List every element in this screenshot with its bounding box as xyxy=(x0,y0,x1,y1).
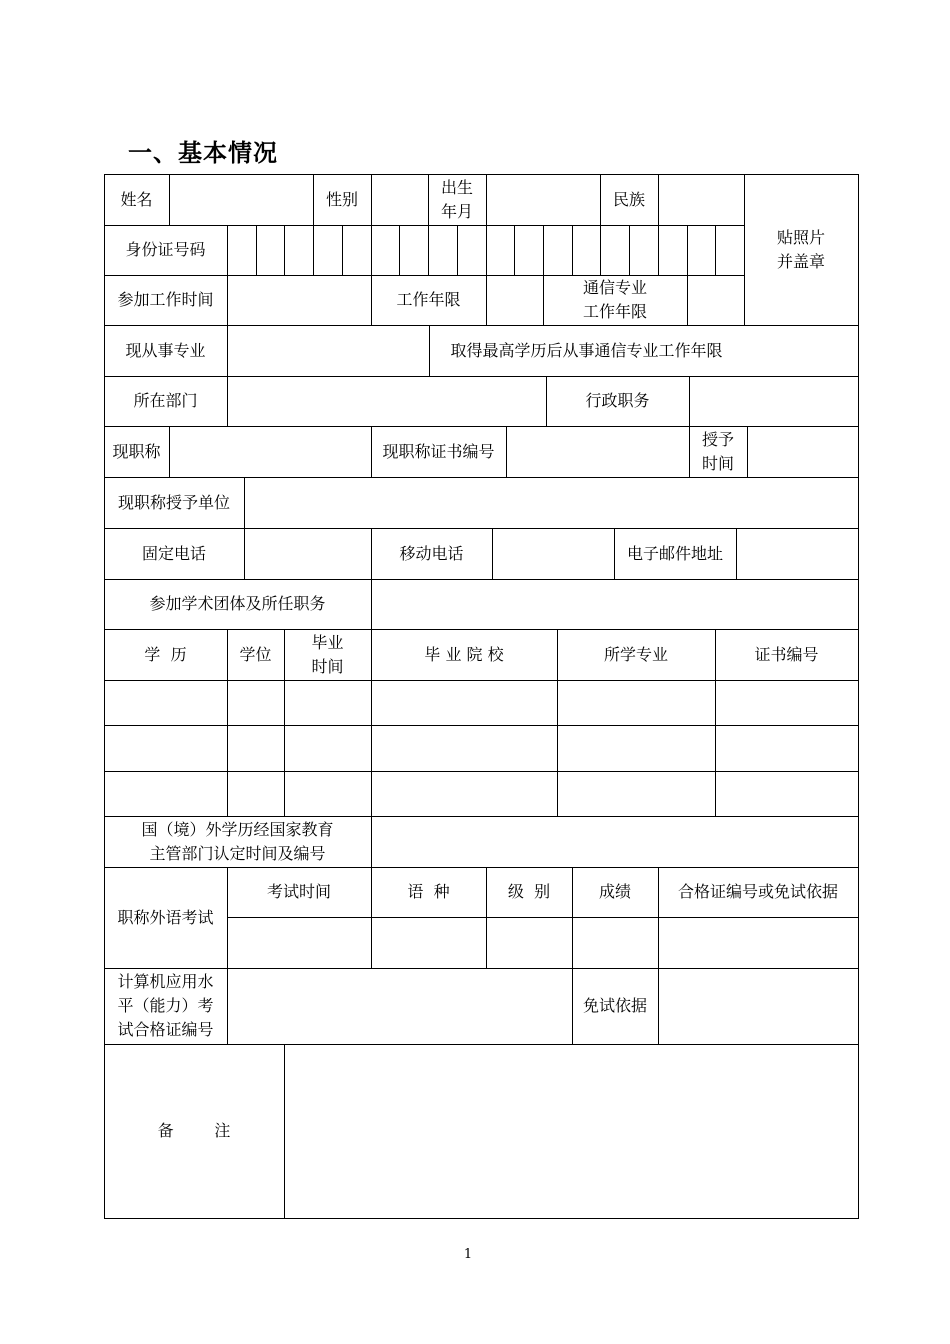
label-mobile: 移动电话 xyxy=(399,543,464,563)
label-cert-number: 现职称证书编号 xyxy=(382,441,495,461)
header-certificate-or-exemption: 合格证编号或免试依据 xyxy=(677,882,838,901)
label-department: 所在部门 xyxy=(133,391,198,410)
label-id-number: 身份证号码 xyxy=(125,240,206,259)
header-degree: 学位 xyxy=(239,644,272,664)
label-gender: 性别 xyxy=(325,189,358,209)
label-title: 现职称 xyxy=(112,441,161,461)
header-score: 成绩 xyxy=(598,882,631,901)
label-name: 姓名 xyxy=(120,189,153,209)
header-language: 语 种 xyxy=(407,882,450,901)
label-remarks: 备 注 xyxy=(157,1121,231,1140)
label-telecom-years: 通信专业 工作年限 xyxy=(582,278,647,321)
header-certificate-number: 证书编号 xyxy=(754,644,819,664)
label-work-start: 参加工作时间 xyxy=(117,290,214,309)
label-academic-groups: 参加学术团体及所任职务 xyxy=(149,594,326,613)
label-work-years: 工作年限 xyxy=(396,290,461,309)
header-exam-time: 考试时间 xyxy=(266,882,331,901)
label-admin-post: 行政职务 xyxy=(585,391,650,410)
header-school: 毕 业 院 校 xyxy=(424,644,504,664)
page-number: 1 xyxy=(463,1247,473,1262)
photo-placeholder: 贴照片 并盖章 xyxy=(776,228,825,271)
label-years-after-degree: 取得最高学历后从事通信专业工作年限 xyxy=(450,340,723,360)
label-grant-time: 授予 时间 xyxy=(701,429,734,473)
label-birth-date: 出生 年月 xyxy=(440,177,473,221)
header-level: 级 别 xyxy=(507,882,551,901)
header-education: 学 历 xyxy=(144,644,187,664)
label-landline: 固定电话 xyxy=(141,543,206,563)
header-major: 所学专业 xyxy=(603,644,668,664)
label-foreign-degree: 国（境）外学历经国家教育 主管部门认定时间及编号 xyxy=(141,819,334,863)
label-current-major: 现从事专业 xyxy=(125,340,206,360)
section-title: 一、基本情况 xyxy=(128,139,278,167)
label-language-exam: 职称外语考试 xyxy=(117,907,214,927)
header-graduation-time: 毕业 时间 xyxy=(311,632,344,676)
label-exemption-basis: 免试依据 xyxy=(582,996,647,1015)
label-computer-exam: 计算机应用水 平（能力）考 试合格证编号 xyxy=(117,972,214,1039)
label-email: 电子邮件地址 xyxy=(626,543,723,563)
label-grant-unit: 现职称授予单位 xyxy=(117,492,230,512)
label-ethnicity: 民族 xyxy=(612,189,645,209)
